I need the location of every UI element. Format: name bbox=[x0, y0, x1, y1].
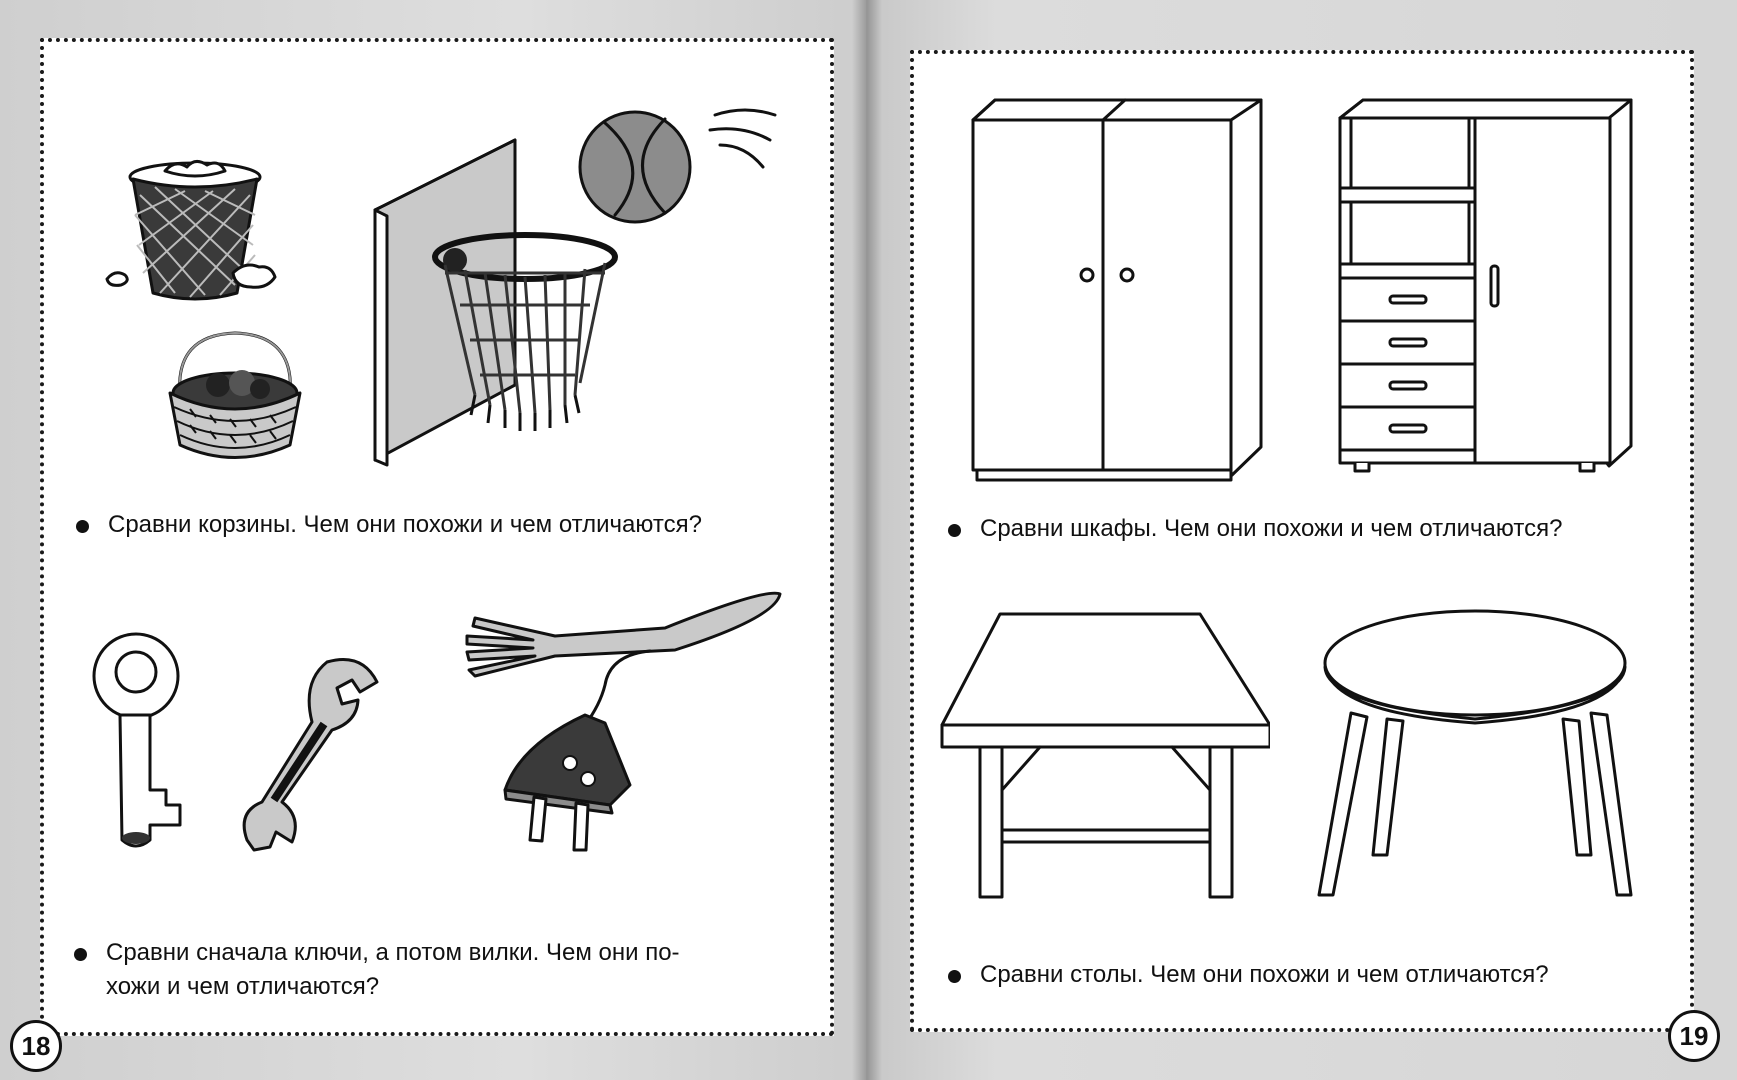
bullet-icon bbox=[948, 970, 961, 983]
page-number-left: 18 bbox=[10, 1020, 62, 1072]
basketball-hoop-illustration bbox=[365, 95, 795, 470]
bullet-icon bbox=[948, 524, 961, 537]
question-keys-forks bbox=[106, 936, 680, 1004]
book-gutter bbox=[852, 0, 882, 1080]
wardrobe-with-drawers-illustration bbox=[1335, 96, 1635, 481]
question-keys-line2: хожи и чем отличаются? bbox=[106, 973, 380, 1000]
question-wardrobes-text: Сравни шкафы. Чем они похожи и чем отличаются? bbox=[980, 515, 1563, 542]
rectangular-table-illustration bbox=[940, 610, 1270, 900]
wardrobe-two-door-illustration bbox=[965, 92, 1265, 482]
question-tables-text: Сравни столы. Чем они похожи и чем отличаются? bbox=[980, 961, 1549, 988]
question-tables bbox=[980, 958, 1549, 992]
question-baskets bbox=[108, 508, 702, 542]
wicker-basket-illustration bbox=[160, 325, 310, 470]
bullet-icon bbox=[76, 520, 89, 533]
key-illustration bbox=[88, 630, 223, 855]
bullet-icon bbox=[74, 948, 87, 961]
wrench-illustration bbox=[232, 652, 392, 862]
electric-plug-illustration bbox=[500, 645, 700, 855]
waste-bin-illustration bbox=[95, 155, 295, 305]
round-table-illustration bbox=[1315, 605, 1635, 900]
question-wardrobes bbox=[980, 512, 1562, 546]
question-baskets-text: Сравни корзины. Чем они похожи и чем отличаются? bbox=[108, 511, 702, 538]
page-number-right: 19 bbox=[1668, 1010, 1720, 1062]
question-keys-line1: Сравни сначала ключи, а потом вилки. Чем они по- bbox=[106, 939, 680, 966]
